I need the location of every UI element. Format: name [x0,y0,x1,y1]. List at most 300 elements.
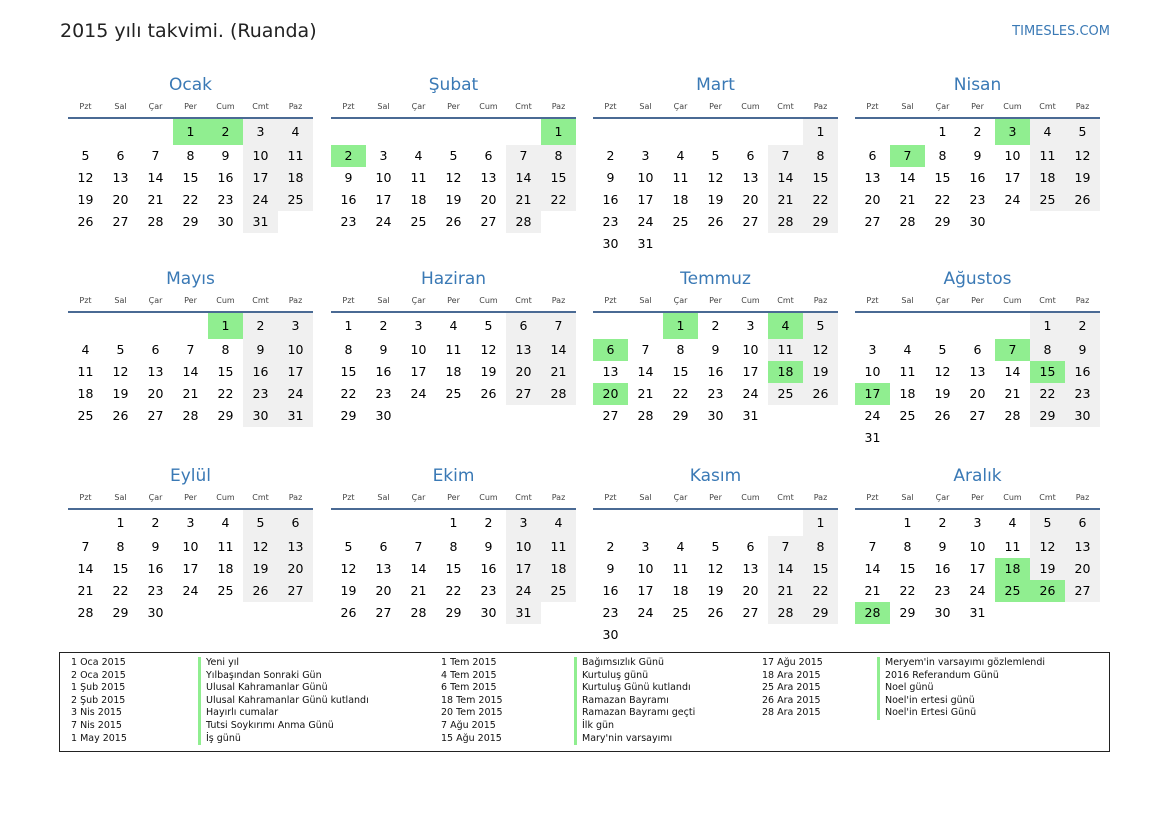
day-cell[interactable]: 1 [803,118,838,145]
day-cell[interactable]: 30 [480,605,497,620]
day-cell[interactable]: 4 [449,318,458,333]
day-cell[interactable]: 23 [243,383,278,405]
day-cell[interactable]: 15 [899,561,916,576]
day-cell[interactable]: 7 [995,339,1030,361]
day-cell[interactable]: 21 [147,192,164,207]
day-cell[interactable]: 19 [77,192,94,207]
day-cell[interactable]: 27 [969,408,986,423]
day-cell[interactable]: 20 [112,192,129,207]
day-cell[interactable]: 20 [147,386,164,401]
day-cell[interactable]: 21 [864,583,881,598]
day-cell[interactable]: 29 [340,408,357,423]
day-cell[interactable]: 24 [969,583,986,598]
day-cell[interactable]: 12 [445,170,462,185]
day-cell[interactable]: 23 [969,192,986,207]
day-cell[interactable]: 18 [77,386,94,401]
day-cell[interactable]: 22 [803,189,838,211]
day-cell[interactable]: 4 [676,148,685,163]
day-cell[interactable]: 27 [602,408,619,423]
day-cell[interactable]: 5 [344,539,353,554]
day-cell[interactable]: 26 [707,214,724,229]
day-cell[interactable]: 17 [410,364,427,379]
day-cell[interactable]: 13 [278,536,313,558]
day-cell[interactable]: 28 [182,408,199,423]
day-cell[interactable]: 11 [672,170,689,185]
day-cell[interactable]: 10 [742,342,759,357]
day-cell[interactable]: 4 [1030,118,1065,145]
day-cell[interactable]: 14 [1004,364,1021,379]
day-cell[interactable]: 24 [375,214,392,229]
day-cell[interactable]: 22 [541,189,576,211]
day-cell[interactable]: 6 [379,539,388,554]
day-cell[interactable]: 10 [410,342,427,357]
day-cell[interactable]: 6 [278,509,313,536]
day-cell[interactable]: 16 [217,170,234,185]
day-cell[interactable]: 22 [112,583,129,598]
day-cell[interactable]: 29 [217,408,234,423]
day-cell[interactable]: 16 [707,364,724,379]
day-cell[interactable]: 8 [1030,339,1065,361]
day-cell[interactable]: 18 [410,192,427,207]
day-cell[interactable]: 3 [186,515,195,530]
day-cell[interactable]: 17 [1004,170,1021,185]
day-cell[interactable]: 2 [379,318,388,333]
day-cell[interactable]: 23 [147,583,164,598]
day-cell[interactable]: 16 [480,561,497,576]
day-cell[interactable]: 29 [899,605,916,620]
day-cell[interactable]: 12 [803,339,838,361]
day-cell[interactable]: 13 [1065,536,1100,558]
day-cell[interactable]: 14 [768,558,803,580]
day-cell[interactable]: 2 [151,515,160,530]
day-cell[interactable]: 23 [1065,383,1100,405]
day-cell[interactable]: 9 [379,342,388,357]
day-cell[interactable]: 6 [746,539,755,554]
day-cell[interactable]: 22 [899,583,916,598]
day-cell[interactable]: 16 [602,583,619,598]
day-cell[interactable]: 9 [711,342,720,357]
day-cell[interactable]: 18 [1030,167,1065,189]
day-cell[interactable]: 25 [278,189,313,211]
day-cell[interactable]: 11 [77,364,94,379]
day-cell[interactable]: 17 [375,192,392,207]
day-cell[interactable]: 3 [414,318,423,333]
day-cell[interactable]: 19 [480,364,497,379]
day-cell[interactable]: 17 [506,558,541,580]
day-cell[interactable]: 3 [506,509,541,536]
day-cell[interactable]: 19 [803,361,838,383]
day-cell[interactable]: 11 [1030,145,1065,167]
day-cell[interactable]: 3 [641,539,650,554]
day-cell[interactable]: 9 [606,561,615,576]
day-cell[interactable]: 8 [449,539,458,554]
day-cell[interactable]: 2 [711,318,720,333]
day-cell[interactable]: 27 [1065,580,1100,602]
day-cell[interactable]: 7 [890,145,925,167]
day-cell[interactable]: 12 [480,342,497,357]
day-cell[interactable]: 4 [414,148,423,163]
day-cell[interactable]: 5 [116,342,125,357]
day-cell[interactable]: 25 [410,214,427,229]
day-cell[interactable]: 10 [969,539,986,554]
day-cell[interactable]: 20 [742,192,759,207]
day-cell[interactable]: 21 [506,189,541,211]
day-cell[interactable]: 15 [1030,361,1065,383]
day-cell[interactable]: 18 [768,361,803,383]
day-cell[interactable]: 18 [278,167,313,189]
day-cell[interactable]: 4 [221,515,230,530]
day-cell[interactable]: 21 [768,580,803,602]
day-cell[interactable]: 9 [1065,339,1100,361]
day-cell[interactable]: 7 [641,342,650,357]
day-cell[interactable]: 31 [506,602,541,624]
day-cell[interactable]: 1 [208,312,243,339]
day-cell[interactable]: 26 [340,605,357,620]
day-cell[interactable]: 10 [864,364,881,379]
day-cell[interactable]: 28 [77,605,94,620]
day-cell[interactable]: 27 [112,214,129,229]
day-cell[interactable]: 21 [637,386,654,401]
day-cell[interactable]: 9 [243,339,278,361]
day-cell[interactable]: 11 [410,170,427,185]
day-cell[interactable]: 15 [541,167,576,189]
day-cell[interactable]: 5 [243,509,278,536]
day-cell[interactable]: 9 [484,539,493,554]
day-cell[interactable]: 21 [768,189,803,211]
day-cell[interactable]: 15 [803,558,838,580]
day-cell[interactable]: 18 [541,558,576,580]
day-cell[interactable]: 8 [541,145,576,167]
day-cell[interactable]: 9 [344,170,353,185]
day-cell[interactable]: 24 [742,386,759,401]
day-cell[interactable]: 28 [147,214,164,229]
day-cell[interactable]: 19 [707,192,724,207]
day-cell[interactable]: 30 [602,627,619,642]
day-cell[interactable]: 30 [707,408,724,423]
day-cell[interactable]: 12 [77,170,94,185]
day-cell[interactable]: 10 [375,170,392,185]
day-cell[interactable]: 9 [606,170,615,185]
day-cell[interactable]: 29 [672,408,689,423]
day-cell[interactable]: 15 [934,170,951,185]
day-cell[interactable]: 12 [112,364,129,379]
day-cell[interactable]: 24 [1004,192,1021,207]
day-cell[interactable]: 7 [81,539,90,554]
day-cell[interactable]: 27 [278,580,313,602]
day-cell[interactable]: 27 [375,605,392,620]
day-cell[interactable]: 1 [1030,312,1065,339]
day-cell[interactable]: 6 [593,339,628,361]
day-cell[interactable]: 16 [340,192,357,207]
day-cell[interactable]: 12 [1030,536,1065,558]
day-cell[interactable]: 30 [969,214,986,229]
day-cell[interactable]: 3 [868,342,877,357]
day-cell[interactable]: 3 [243,118,278,145]
day-cell[interactable]: 10 [182,539,199,554]
day-cell[interactable]: 16 [147,561,164,576]
day-cell[interactable]: 10 [243,145,278,167]
day-cell[interactable]: 28 [410,605,427,620]
day-cell[interactable]: 10 [506,536,541,558]
day-cell[interactable]: 6 [484,148,493,163]
day-cell[interactable]: 24 [506,580,541,602]
day-cell[interactable]: 1 [344,318,353,333]
day-cell[interactable]: 21 [410,583,427,598]
day-cell[interactable]: 9 [938,539,947,554]
day-cell[interactable]: 23 [340,214,357,229]
day-cell[interactable]: 21 [77,583,94,598]
day-cell[interactable]: 7 [868,539,877,554]
day-cell[interactable]: 31 [243,211,278,233]
day-cell[interactable]: 4 [768,312,803,339]
day-cell[interactable]: 3 [973,515,982,530]
day-cell[interactable]: 27 [742,605,759,620]
day-cell[interactable]: 12 [1065,145,1100,167]
day-cell[interactable]: 13 [112,170,129,185]
day-cell[interactable]: 26 [1030,580,1065,602]
day-cell[interactable]: 20 [506,361,541,383]
day-cell[interactable]: 26 [1065,189,1100,211]
day-cell[interactable]: 13 [602,364,619,379]
day-cell[interactable]: 25 [899,408,916,423]
day-cell[interactable]: 30 [375,408,392,423]
day-cell[interactable]: 17 [278,361,313,383]
day-cell[interactable]: 11 [899,364,916,379]
day-cell[interactable]: 25 [1030,189,1065,211]
day-cell[interactable]: 16 [602,192,619,207]
day-cell[interactable]: 30 [243,405,278,427]
day-cell[interactable]: 29 [445,605,462,620]
day-cell[interactable]: 13 [969,364,986,379]
day-cell[interactable]: 18 [445,364,462,379]
day-cell[interactable]: 7 [768,536,803,558]
day-cell[interactable]: 30 [147,605,164,620]
day-cell[interactable]: 8 [116,539,125,554]
day-cell[interactable]: 1 [663,312,698,339]
day-cell[interactable]: 7 [414,539,423,554]
day-cell[interactable]: 14 [541,339,576,361]
day-cell[interactable]: 31 [864,430,881,445]
day-cell[interactable]: 31 [742,408,759,423]
day-cell[interactable]: 22 [672,386,689,401]
day-cell[interactable]: 6 [116,148,125,163]
day-cell[interactable]: 17 [969,561,986,576]
day-cell[interactable]: 28 [768,602,803,624]
day-cell[interactable]: 6 [506,312,541,339]
day-cell[interactable]: 26 [243,580,278,602]
day-cell[interactable]: 27 [864,214,881,229]
day-cell[interactable]: 23 [707,386,724,401]
day-cell[interactable]: 14 [77,561,94,576]
day-cell[interactable]: 25 [445,386,462,401]
day-cell[interactable]: 4 [81,342,90,357]
day-cell[interactable]: 5 [711,148,720,163]
day-cell[interactable]: 15 [445,561,462,576]
day-cell[interactable]: 11 [541,536,576,558]
day-cell[interactable]: 15 [112,561,129,576]
day-cell[interactable]: 29 [182,214,199,229]
day-cell[interactable]: 25 [217,583,234,598]
day-cell[interactable]: 14 [410,561,427,576]
day-cell[interactable]: 8 [938,148,947,163]
day-cell[interactable]: 27 [147,408,164,423]
day-cell[interactable]: 16 [934,561,951,576]
day-cell[interactable]: 25 [77,408,94,423]
day-cell[interactable]: 26 [480,386,497,401]
day-cell[interactable]: 20 [864,192,881,207]
day-cell[interactable]: 8 [803,536,838,558]
day-cell[interactable]: 23 [217,192,234,207]
day-cell[interactable]: 16 [243,361,278,383]
day-cell[interactable]: 7 [541,312,576,339]
day-cell[interactable]: 16 [1065,361,1100,383]
day-cell[interactable]: 23 [934,583,951,598]
day-cell[interactable]: 20 [375,583,392,598]
day-cell[interactable]: 15 [217,364,234,379]
day-cell[interactable]: 3 [278,312,313,339]
day-cell[interactable]: 4 [1008,515,1017,530]
day-cell[interactable]: 20 [1065,558,1100,580]
day-cell[interactable]: 9 [151,539,160,554]
day-cell[interactable]: 8 [221,342,230,357]
day-cell[interactable]: 25 [995,580,1030,602]
day-cell[interactable]: 2 [973,124,982,139]
day-cell[interactable]: 20 [278,558,313,580]
day-cell[interactable]: 22 [445,583,462,598]
day-cell[interactable]: 10 [637,170,654,185]
day-cell[interactable]: 18 [672,583,689,598]
day-cell[interactable]: 2 [243,312,278,339]
day-cell[interactable]: 29 [803,602,838,624]
day-cell[interactable]: 19 [707,583,724,598]
day-cell[interactable]: 31 [969,605,986,620]
day-cell[interactable]: 24 [637,214,654,229]
day-cell[interactable]: 14 [864,561,881,576]
day-cell[interactable]: 24 [864,408,881,423]
day-cell[interactable]: 7 [186,342,195,357]
day-cell[interactable]: 24 [243,189,278,211]
day-cell[interactable]: 13 [864,170,881,185]
day-cell[interactable]: 28 [855,602,890,624]
day-cell[interactable]: 26 [707,605,724,620]
day-cell[interactable]: 7 [506,145,541,167]
day-cell[interactable]: 4 [903,342,912,357]
day-cell[interactable]: 11 [672,561,689,576]
day-cell[interactable]: 27 [742,214,759,229]
day-cell[interactable]: 6 [868,148,877,163]
day-cell[interactable]: 4 [541,509,576,536]
day-cell[interactable]: 23 [480,583,497,598]
day-cell[interactable]: 22 [1030,383,1065,405]
day-cell[interactable]: 5 [803,312,838,339]
day-cell[interactable]: 2 [938,515,947,530]
day-cell[interactable]: 20 [969,386,986,401]
day-cell[interactable]: 14 [637,364,654,379]
day-cell[interactable]: 19 [340,583,357,598]
day-cell[interactable]: 25 [541,580,576,602]
day-cell[interactable]: 5 [938,342,947,357]
day-cell[interactable]: 25 [672,605,689,620]
day-cell[interactable]: 3 [641,148,650,163]
day-cell[interactable]: 13 [480,170,497,185]
day-cell[interactable]: 11 [768,339,803,361]
day-cell[interactable]: 16 [375,364,392,379]
day-cell[interactable]: 6 [973,342,982,357]
day-cell[interactable]: 7 [768,145,803,167]
day-cell[interactable]: 24 [637,605,654,620]
day-cell[interactable]: 19 [1030,558,1065,580]
day-cell[interactable]: 22 [340,386,357,401]
day-cell[interactable]: 17 [637,192,654,207]
day-cell[interactable]: 2 [606,539,615,554]
day-cell[interactable]: 13 [742,561,759,576]
day-cell[interactable]: 5 [81,148,90,163]
day-cell[interactable]: 8 [803,145,838,167]
day-cell[interactable]: 25 [768,383,803,405]
day-cell[interactable]: 2 [606,148,615,163]
day-cell[interactable]: 3 [995,118,1030,145]
day-cell[interactable]: 3 [379,148,388,163]
day-cell[interactable]: 22 [803,580,838,602]
day-cell[interactable]: 6 [1065,509,1100,536]
day-cell[interactable]: 20 [480,192,497,207]
day-cell[interactable]: 5 [484,318,493,333]
day-cell[interactable]: 4 [676,539,685,554]
day-cell[interactable]: 19 [1065,167,1100,189]
day-cell[interactable]: 26 [112,408,129,423]
day-cell[interactable]: 30 [602,236,619,251]
day-cell[interactable]: 29 [1030,405,1065,427]
day-cell[interactable]: 5 [711,539,720,554]
day-cell[interactable]: 17 [182,561,199,576]
day-cell[interactable]: 2 [484,515,493,530]
day-cell[interactable]: 23 [602,605,619,620]
day-cell[interactable]: 2 [208,118,243,145]
day-cell[interactable]: 8 [344,342,353,357]
day-cell[interactable]: 10 [1004,148,1021,163]
day-cell[interactable]: 22 [934,192,951,207]
day-cell[interactable]: 11 [1004,539,1021,554]
day-cell[interactable]: 27 [480,214,497,229]
day-cell[interactable]: 26 [803,383,838,405]
day-cell[interactable]: 15 [672,364,689,379]
day-cell[interactable]: 16 [969,170,986,185]
day-cell[interactable]: 15 [182,170,199,185]
day-cell[interactable]: 9 [221,148,230,163]
day-cell[interactable]: 26 [445,214,462,229]
day-cell[interactable]: 29 [934,214,951,229]
day-cell[interactable]: 6 [746,148,755,163]
day-cell[interactable]: 11 [445,342,462,357]
day-cell[interactable]: 1 [173,118,208,145]
day-cell[interactable]: 24 [182,583,199,598]
day-cell[interactable]: 21 [541,361,576,383]
day-cell[interactable]: 31 [278,405,313,427]
day-cell[interactable]: 1 [938,124,947,139]
day-cell[interactable]: 22 [217,386,234,401]
day-cell[interactable]: 14 [147,170,164,185]
day-cell[interactable]: 18 [217,561,234,576]
day-cell[interactable]: 28 [768,211,803,233]
day-cell[interactable]: 2 [1065,312,1100,339]
day-cell[interactable]: 28 [1004,408,1021,423]
day-cell[interactable]: 10 [637,561,654,576]
day-cell[interactable]: 29 [112,605,129,620]
day-cell[interactable]: 12 [934,364,951,379]
day-cell[interactable]: 5 [1030,509,1065,536]
day-cell[interactable]: 21 [1004,386,1021,401]
day-cell[interactable]: 17 [637,583,654,598]
